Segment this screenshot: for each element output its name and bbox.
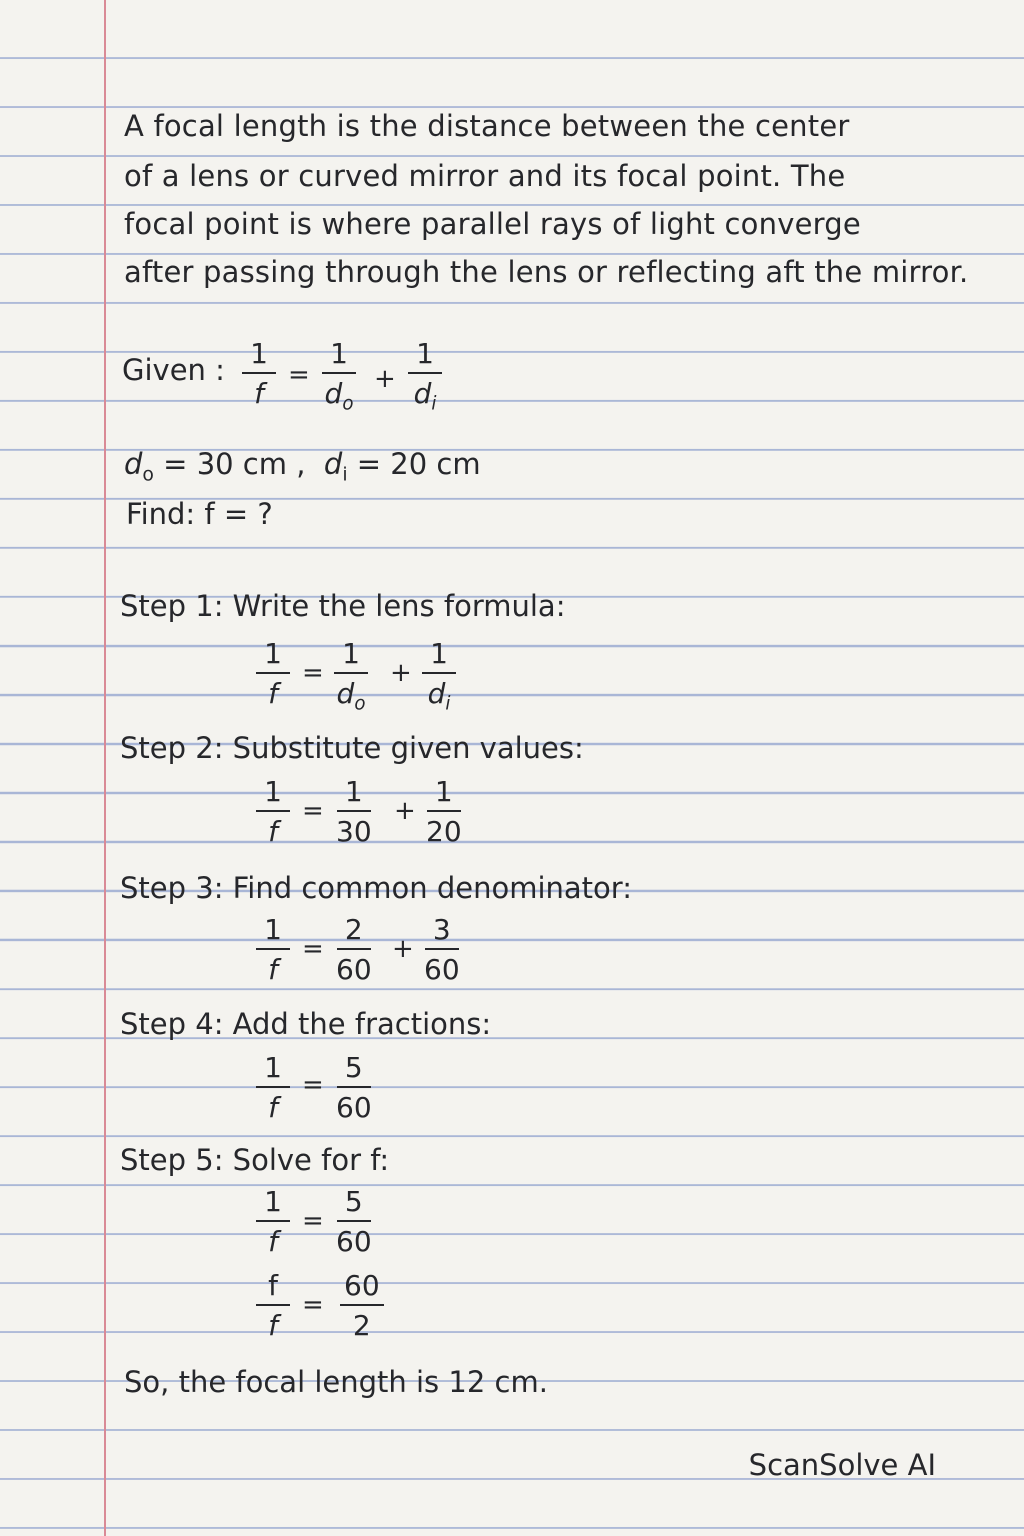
- step-1-label: Step 1: Write the lens formula:: [120, 589, 566, 623]
- given-t1-den: $d_o$: [324, 377, 354, 415]
- given-frac-lhs: [242, 337, 276, 410]
- intro-line-3: focal point is where parallel rays of light converge: [124, 207, 861, 241]
- given-lhs-den: f: [254, 377, 264, 410]
- given-values: $d_o = 30$ cm , $d_i = 20$ cm: [124, 447, 481, 486]
- step-3-frac-3-60: $\frac{3}{60}$: [424, 913, 460, 986]
- step-3-frac-lhs: $\frac{1}{f}$: [256, 916, 290, 984]
- step-1-plus: +: [390, 658, 412, 688]
- step-4-frac-5-60: $\frac{5}{60}$: [336, 1051, 372, 1124]
- given-t2-num: 1: [408, 340, 442, 374]
- step-4-frac-lhs: $\frac{1}{f}$: [256, 1054, 290, 1122]
- step-1-frac-di: $\frac{1}{d_i}$: [422, 640, 456, 714]
- step-3-label: Step 3: Find common denominator:: [120, 871, 632, 905]
- step-2-frac-lhs: $\frac{1}{f}$: [256, 778, 290, 846]
- step-5-frac-lhs: $\frac{1}{f}$: [256, 1188, 290, 1256]
- given-plus: +: [374, 364, 396, 394]
- step-5-frac-5-60: $\frac{5}{60}$: [336, 1185, 372, 1258]
- step-3-frac-2-60: $\frac{2}{60}$: [336, 913, 372, 986]
- step-5-label: Step 5: Solve for f:: [120, 1143, 390, 1177]
- given-frac-di: [408, 337, 442, 415]
- brand-text: ScanSolve AI: [748, 1448, 936, 1482]
- step-4-label: Step 4: Add the fractions:: [120, 1007, 492, 1041]
- step-5-equals: =: [302, 1206, 324, 1236]
- step-2-frac-30: $\frac{1}{30}$: [336, 775, 372, 848]
- step-2-frac-20: $\frac{1}{20}$: [426, 775, 462, 848]
- step-2-equals: =: [302, 796, 324, 826]
- step-1-equals: =: [302, 658, 324, 688]
- given-lhs-num: 1: [242, 340, 276, 374]
- step-5-equals-b: =: [302, 1290, 324, 1320]
- step-2-plus: +: [394, 796, 416, 826]
- step-3-plus: +: [392, 934, 414, 964]
- conclusion: So, the focal length is 12 cm.: [124, 1365, 548, 1399]
- given-equals: =: [288, 360, 310, 390]
- given-frac-do: [322, 337, 356, 415]
- intro-line-1: A focal length is the distance between the center: [124, 109, 850, 143]
- step-5-frac-f-f: $\frac{f}{f}$: [256, 1272, 290, 1340]
- given-t1-num: 1: [322, 340, 356, 374]
- margin-line: [104, 0, 106, 1536]
- step-4-equals: =: [302, 1070, 324, 1100]
- step-1-frac-do: $\frac{1}{d_o}$: [334, 640, 368, 714]
- intro-line-2: of a lens or curved mirror and its focal point. The: [124, 159, 846, 193]
- step-2-label: Step 2: Substitute given values:: [120, 731, 584, 765]
- intro-line-4: after passing through the lens or reflecting aft the mirror.: [124, 255, 969, 289]
- find-line: Find: f = ?: [126, 497, 273, 531]
- given-t2-den: $d_i$: [413, 377, 437, 415]
- step-1-frac-lhs: $\frac{1}{f}$: [256, 640, 290, 708]
- given-label: Given :: [122, 353, 225, 387]
- step-3-equals: =: [302, 934, 324, 964]
- step-5-frac-60-2: $\frac{60}{2}$: [340, 1272, 384, 1340]
